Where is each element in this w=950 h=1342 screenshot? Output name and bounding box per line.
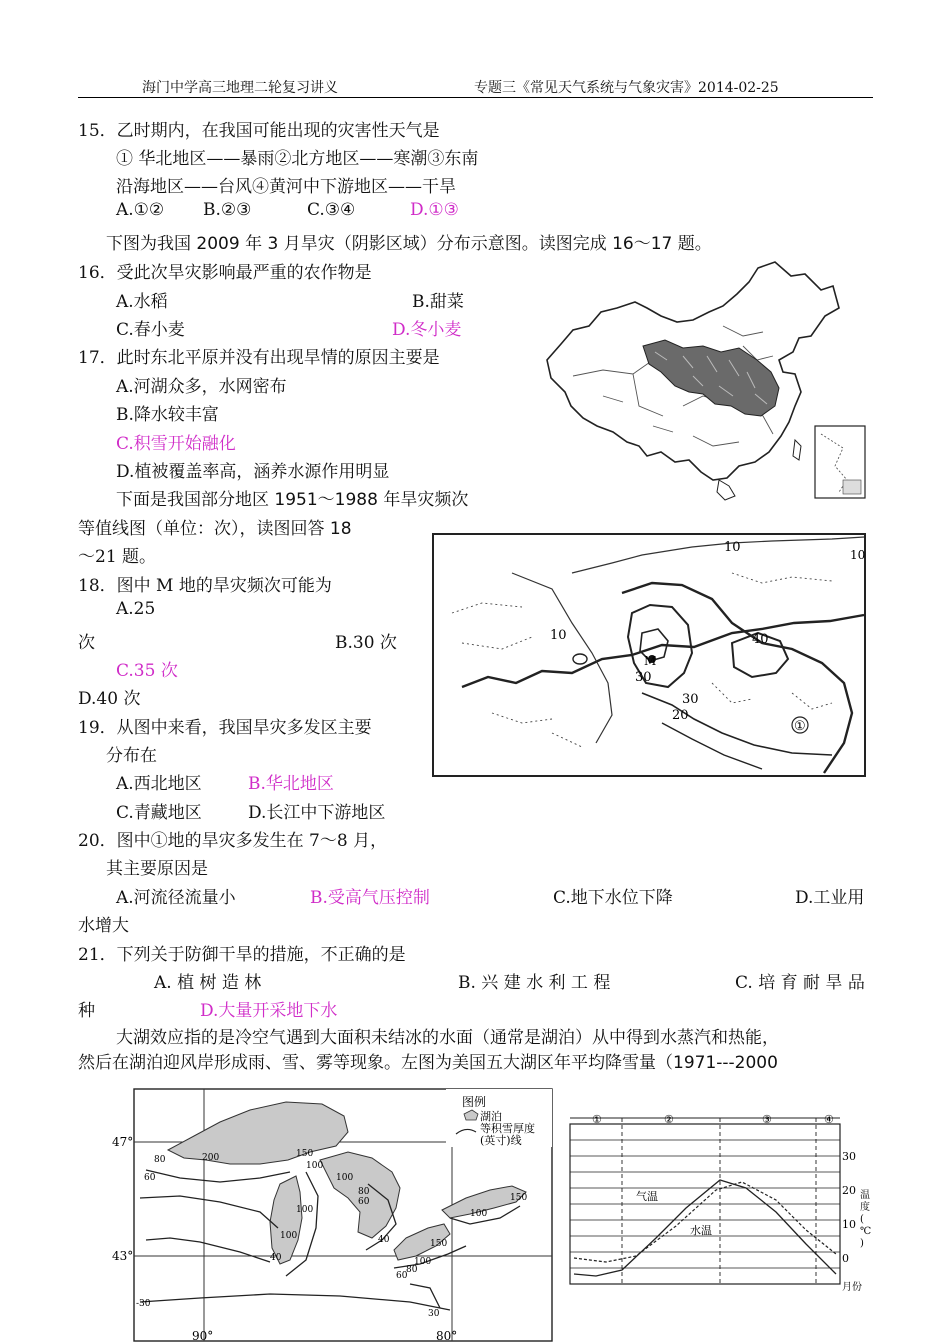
iso-60-b: 60 bbox=[358, 1197, 370, 1207]
iso-60-c: 60 bbox=[396, 1271, 408, 1281]
iso-label-30: 30 bbox=[682, 692, 699, 707]
header-rule bbox=[78, 97, 873, 98]
q15-option-a[interactable]: A.①② bbox=[116, 200, 165, 220]
lon-80: 80° bbox=[436, 1329, 458, 1342]
iso-100-a: 100 bbox=[306, 1161, 324, 1171]
iso-150-c: 150 bbox=[510, 1193, 528, 1203]
point-1-label: ① bbox=[794, 719, 806, 734]
q20-stem: 20．图中①地的旱灾多发生在 7～8 月， bbox=[78, 831, 388, 851]
tick-30: 30 bbox=[842, 1150, 856, 1163]
xlabel: 月份 bbox=[842, 1282, 862, 1293]
q18-stem: 18．图中 M 地的旱灾频次可能为 bbox=[78, 576, 332, 596]
iso-40-b: 40 bbox=[378, 1235, 390, 1245]
q15-option-b[interactable]: B.②③ bbox=[203, 200, 252, 220]
zone-4: ④ bbox=[824, 1113, 834, 1126]
legend-isoline: 等积雪厚度 bbox=[480, 1122, 535, 1135]
iso-minus30: -30 bbox=[136, 1299, 151, 1309]
q16-option-c[interactable]: C.春小麦 bbox=[116, 320, 185, 340]
q19-option-b[interactable]: B.华北地区 bbox=[248, 774, 334, 794]
china-drought-map bbox=[543, 256, 873, 502]
zone-2: ② bbox=[664, 1113, 674, 1126]
q15-stem: 15．乙时期内，在我国可能出现的灾害性天气是 bbox=[78, 121, 440, 141]
iso-100-c: 100 bbox=[296, 1205, 314, 1215]
iso-60: 60 bbox=[144, 1173, 156, 1183]
zone-1: ① bbox=[592, 1113, 602, 1126]
q19-stem: 19．从图中来看，我国旱灾多发区主要 bbox=[78, 718, 372, 738]
intro-18-line1: 下面是我国部分地区 1951～1988 年旱灾频次 bbox=[116, 490, 469, 510]
q16-option-d[interactable]: D.冬小麦 bbox=[392, 320, 462, 340]
iso-label-40: 40 bbox=[752, 632, 769, 647]
iso-80-b: 80 bbox=[358, 1187, 370, 1197]
header-left: 海门中学高三地理二轮复习讲义 bbox=[142, 80, 338, 96]
temperature-chart bbox=[566, 1108, 870, 1294]
iso-100-f: 100 bbox=[414, 1257, 432, 1267]
q20-option-d-cont: 水增大 bbox=[78, 916, 129, 936]
q21-option-a[interactable]: A. 植 树 造 林 bbox=[154, 973, 262, 993]
intro-16: 下图为我国 2009 年 3 月旱灾（阴影区域）分布示意图。读图完成 16～17 题。 bbox=[106, 234, 712, 254]
lon-90: 90° bbox=[192, 1329, 214, 1342]
ylabel-1: 温 bbox=[860, 1190, 870, 1201]
lake-para-line1: 大湖效应指的是冷空气遇到大面积未结冰的水面（通常是湖泊）从中得到水蒸汽和热能， bbox=[116, 1028, 779, 1048]
iso-label-30-m: 30 bbox=[635, 670, 652, 685]
q18-option-b[interactable]: B.30 次 bbox=[335, 633, 397, 653]
q17-option-c[interactable]: C.积雪开始融化 bbox=[116, 434, 236, 454]
iso-30: 30 bbox=[428, 1309, 440, 1319]
legend-lake: 湖泊 bbox=[480, 1110, 502, 1123]
q20-option-b[interactable]: B.受高气压控制 bbox=[310, 888, 430, 908]
iso-150-a: 150 bbox=[296, 1149, 314, 1159]
q21-option-c[interactable]: C. 培 育 耐 旱 品 bbox=[735, 973, 865, 993]
q15-line2: ① 华北地区——暴雨②北方地区——寒潮③东南 bbox=[116, 149, 479, 169]
great-lakes-snow-map bbox=[110, 1088, 554, 1342]
q21-option-c-cont: 种 bbox=[78, 1001, 95, 1021]
drought-isoline-map bbox=[432, 533, 866, 777]
iso-label-10-right: 10 bbox=[850, 548, 866, 562]
tick-0: 0 bbox=[842, 1252, 849, 1265]
iso-label-10-left: 10 bbox=[550, 628, 567, 643]
iso-150-b: 150 bbox=[430, 1239, 448, 1249]
q19-option-c[interactable]: C.青藏地区 bbox=[116, 803, 202, 823]
iso-label-10-top: 10 bbox=[724, 540, 741, 555]
lat-43: 43° bbox=[112, 1249, 134, 1263]
iso-100-b: 100 bbox=[336, 1173, 354, 1183]
q15-option-c[interactable]: C.③④ bbox=[307, 200, 356, 220]
q17-option-d[interactable]: D.植被覆盖率高，涵养水源作用明显 bbox=[116, 462, 390, 482]
q18-option-a-unit: 次 bbox=[78, 633, 95, 653]
legend-title: 图例 bbox=[462, 1095, 487, 1109]
tick-20: 20 bbox=[842, 1184, 856, 1197]
iso-80: 80 bbox=[154, 1155, 166, 1165]
intro-18-line3: ～21 题。 bbox=[78, 547, 157, 567]
iso-100-e: 100 bbox=[470, 1209, 488, 1219]
iso-100-d: 100 bbox=[280, 1231, 298, 1241]
ylabel-4: ℃ bbox=[860, 1226, 872, 1237]
q20-option-a[interactable]: A.河流径流量小 bbox=[116, 888, 236, 908]
iso-label-20: 20 bbox=[672, 708, 689, 723]
q18-option-d[interactable]: D.40 次 bbox=[78, 689, 141, 709]
q17-stem: 17．此时东北平原并没有出现旱情的原因主要是 bbox=[78, 348, 440, 368]
ylabel-3: ( bbox=[860, 1214, 864, 1225]
q21-option-d[interactable]: D.大量开采地下水 bbox=[200, 1001, 338, 1021]
q19-option-d[interactable]: D.长江中下游地区 bbox=[248, 803, 386, 823]
tick-10: 10 bbox=[842, 1218, 856, 1231]
zone-3: ③ bbox=[762, 1113, 772, 1126]
iso-40: 40 bbox=[270, 1253, 282, 1263]
q15-option-d[interactable]: D.①③ bbox=[410, 200, 459, 220]
ylabel-5: ) bbox=[860, 1238, 864, 1249]
legend-isoline-unit: (英寸)线 bbox=[480, 1134, 522, 1147]
q17-option-a[interactable]: A.河湖众多，水网密布 bbox=[116, 377, 287, 397]
iso-200: 200 bbox=[202, 1153, 220, 1163]
q19-option-a[interactable]: A.西北地区 bbox=[116, 774, 202, 794]
q21-stem: 21．下列关于防御干旱的措施，不正确的是 bbox=[78, 945, 406, 965]
q16-option-b[interactable]: B.甜菜 bbox=[412, 292, 464, 312]
iso-80-c: 80 bbox=[406, 1265, 418, 1275]
header-right: 专题三《常见天气系统与气象灾害》2014-02-25 bbox=[474, 80, 779, 96]
q16-stem: 16．受此次旱灾影响最严重的农作物是 bbox=[78, 263, 372, 283]
air-temp-label: 气温 bbox=[636, 1190, 658, 1203]
q19-stem-cont: 分布在 bbox=[106, 746, 157, 766]
q16-option-a[interactable]: A.水稻 bbox=[116, 292, 168, 312]
intro-18-line2: 等值线图（单位：次），读图回答 18 bbox=[78, 519, 352, 539]
q21-option-b[interactable]: B. 兴 建 水 利 工 程 bbox=[458, 973, 611, 993]
water-temp-label: 水温 bbox=[690, 1224, 712, 1237]
q15-line3: 沿海地区——台风④黄河中下游地区——干旱 bbox=[116, 177, 456, 197]
ylabel-2: 度 bbox=[860, 1202, 870, 1213]
lake-para-line2: 然后在湖泊迎风岸形成雨、雪、雾等现象。左图为美国五大湖区年平均降雪量（1971---2000 bbox=[78, 1053, 778, 1073]
lat-47: 47° bbox=[112, 1135, 134, 1149]
q20-option-d[interactable]: D.工业用 bbox=[795, 888, 865, 908]
q18-option-c[interactable]: C.35 次 bbox=[116, 661, 178, 681]
q18-option-a[interactable]: A.25 bbox=[116, 599, 156, 619]
q17-option-b[interactable]: B.降水较丰富 bbox=[116, 405, 219, 425]
point-m-label: M bbox=[644, 654, 657, 668]
q20-option-c[interactable]: C.地下水位下降 bbox=[553, 888, 673, 908]
q20-stem-cont: 其主要原因是 bbox=[106, 859, 208, 879]
